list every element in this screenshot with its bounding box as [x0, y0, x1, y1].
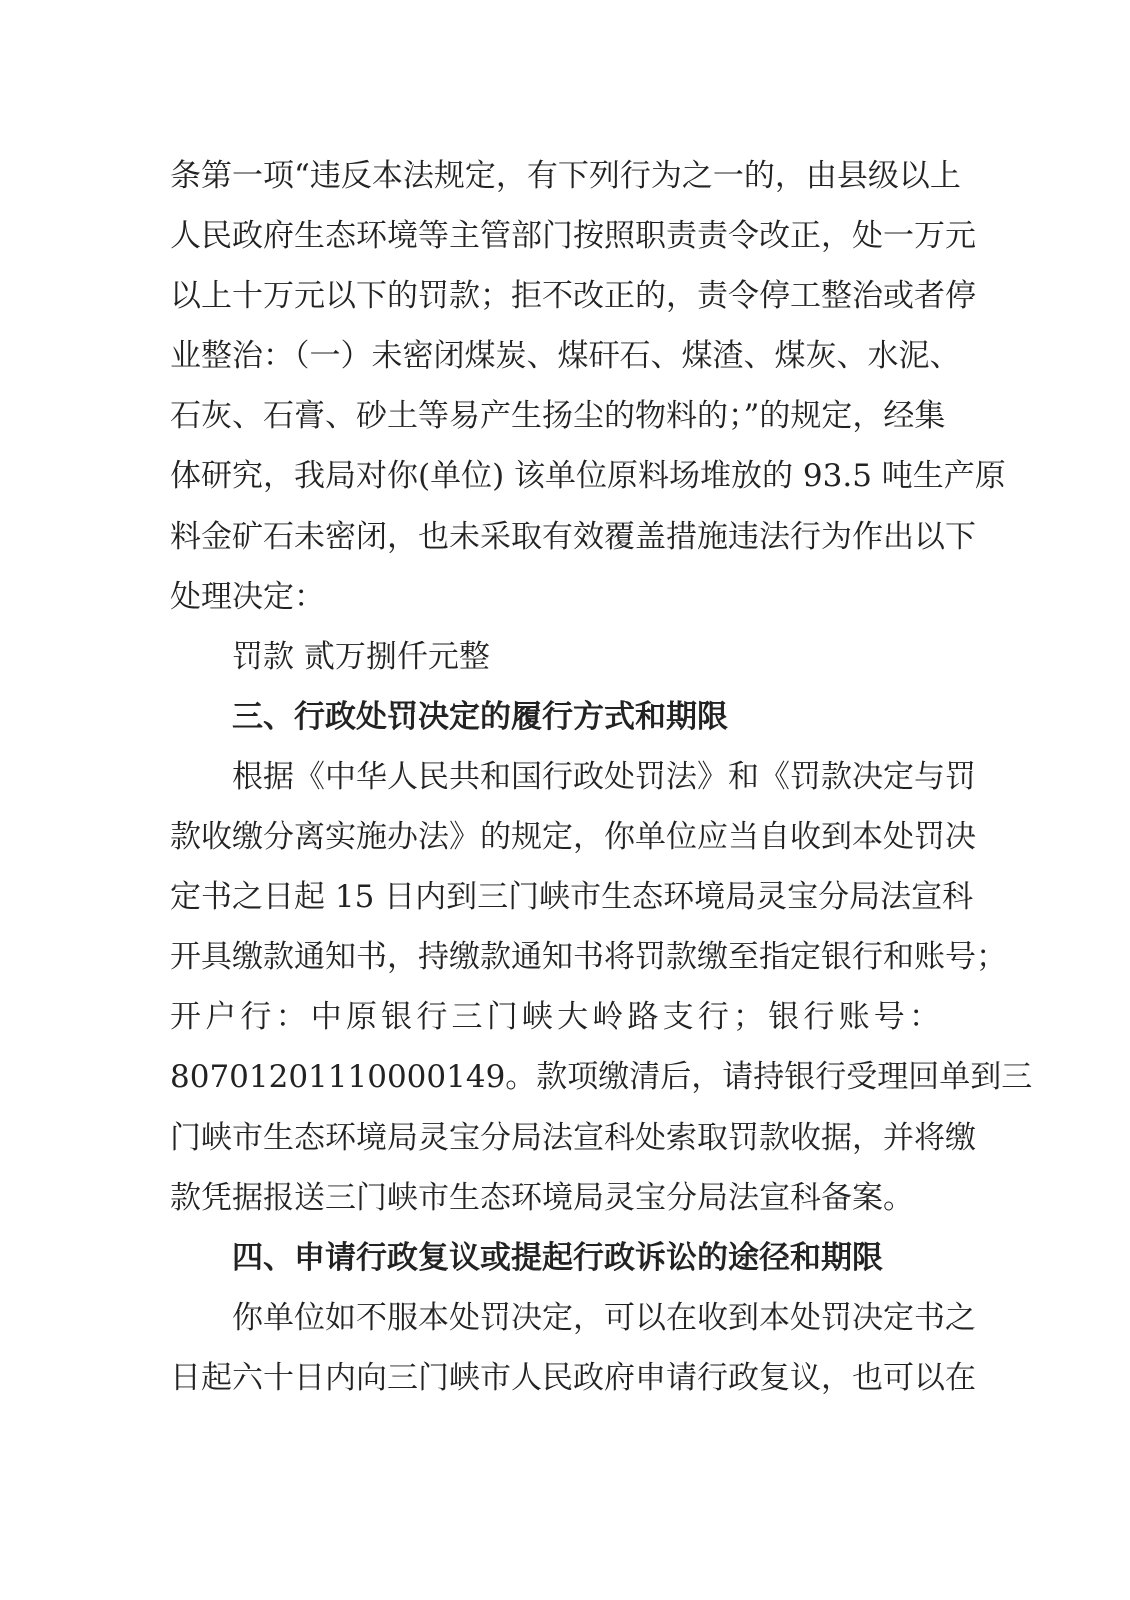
body-line-11: 根据《中华人民共和国行政处罚法》和《罚款决定与罚: [232, 758, 976, 795]
penalty-amount-line: 罚款 贰万捌仟元整: [232, 638, 490, 675]
body-line-8: 处理决定：: [170, 578, 325, 615]
body-line-18: 款凭据报送三门峡市生态环境局灵宝分局法宣科备案。: [170, 1179, 914, 1216]
body-line-3: 以上十万元以下的罚款；拒不改正的，责令停工整治或者停: [170, 278, 976, 315]
body-line-7: 料金矿石未密闭，也未采取有效覆盖措施违法行为作出以下: [170, 518, 976, 555]
body-line-17: 门峡市生态环境局灵宝分局法宣科处索取罚款收据，并将缴: [170, 1119, 976, 1156]
body-line-21: 日起六十日内向三门峡市人民政府申请行政复议，也可以在: [170, 1359, 976, 1396]
body-line-13: 定书之日起 15 日内到三门峡市生态环境局灵宝分局法宣科: [170, 879, 974, 916]
body-line-2: 人民政府生态环境等主管部门按照职责责令改正，处一万元: [170, 218, 976, 255]
body-line-14: 开具缴款通知书，持缴款通知书将罚款缴至指定银行和账号；: [170, 939, 1007, 976]
body-line-20: 你单位如不服本处罚决定，可以在收到本处罚决定书之: [232, 1299, 976, 1336]
body-line-6: 体研究，我局对你(单位) 该单位原料场堆放的 93.5 吨生产原: [170, 458, 1006, 495]
bank-info-line: 开户行：中原银行三门峡大岭路支行；银行账号：: [170, 999, 940, 1036]
section-heading-3: 三、行政处罚决定的履行方式和期限: [232, 698, 728, 735]
account-number-line: 80701201110000149。款项缴清后，请持银行受理回单到三: [170, 1059, 1033, 1096]
body-line-1: 条第一项“违反本法规定，有下列行为之一的，由县级以上: [170, 158, 961, 194]
body-line-5: 石灰、石膏、砂土等易产生扬尘的物料的；”的规定，经集: [170, 398, 946, 435]
body-line-12: 款收缴分离实施办法》的规定，你单位应当自收到本处罚决: [170, 819, 976, 856]
section-heading-4: 四、申请行政复议或提起行政诉讼的途径和期限: [232, 1239, 883, 1276]
document-body: [170, 146, 1033, 1408]
body-line-4: 业整治：（一）未密闭煤炭、煤矸石、煤渣、煤灰、水泥、: [170, 338, 961, 375]
